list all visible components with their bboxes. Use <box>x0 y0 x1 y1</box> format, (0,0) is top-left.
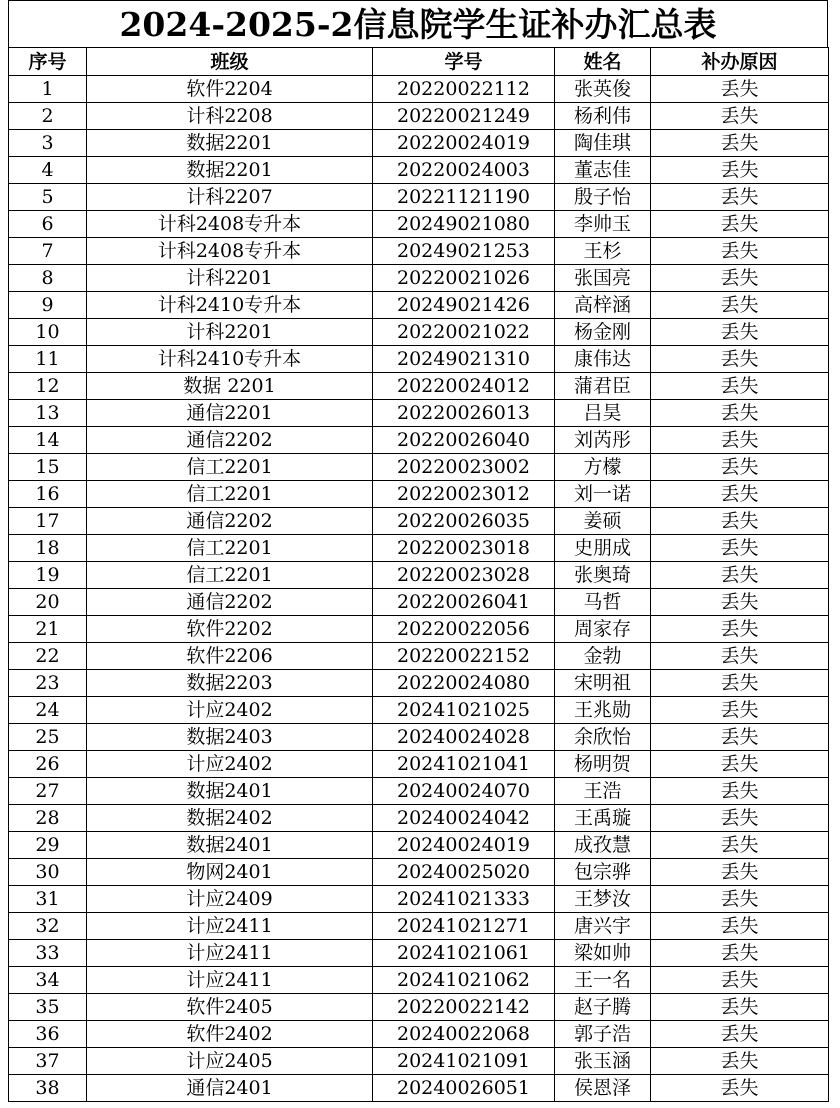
cell-name: 吕昊 <box>555 400 651 427</box>
table-row <box>9 373 829 400</box>
cell-name: 王梦汝 <box>555 886 651 913</box>
header-student-id: 学号 <box>373 48 555 76</box>
cell-class: 软件2202 <box>87 616 373 643</box>
cell-student-id: 20220023028 <box>373 562 555 589</box>
header-class: 班级 <box>87 48 373 76</box>
cell-student-id: 20241021271 <box>373 913 555 940</box>
cell-student-id: 20240024070 <box>373 778 555 805</box>
cell-name: 张玉涵 <box>555 1048 651 1075</box>
cell-student-id: 20220024080 <box>373 670 555 697</box>
cell-class: 计应2409 <box>87 886 373 913</box>
cell-reason: 丢失 <box>651 778 829 805</box>
cell-index: 7 <box>9 238 87 265</box>
cell-reason: 丢失 <box>651 562 829 589</box>
cell-student-id: 20240025020 <box>373 859 555 886</box>
cell-name: 杨明贺 <box>555 751 651 778</box>
cell-name: 宋明祖 <box>555 670 651 697</box>
cell-student-id: 20220026040 <box>373 427 555 454</box>
cell-class: 信工2201 <box>87 481 373 508</box>
table-row <box>9 211 829 238</box>
cell-reason: 丢失 <box>651 265 829 292</box>
cell-student-id: 20220026013 <box>373 400 555 427</box>
cell-index: 5 <box>9 184 87 211</box>
cell-name: 唐兴宇 <box>555 913 651 940</box>
cell-name: 张奥琦 <box>555 562 651 589</box>
cell-class: 软件2405 <box>87 994 373 1021</box>
cell-class: 数据2401 <box>87 778 373 805</box>
cell-reason: 丢失 <box>651 832 829 859</box>
cell-index: 21 <box>9 616 87 643</box>
table-row <box>9 859 829 886</box>
cell-student-id: 20240024042 <box>373 805 555 832</box>
cell-index: 3 <box>9 130 87 157</box>
table-row <box>9 535 829 562</box>
cell-name: 包宗骅 <box>555 859 651 886</box>
cell-reason: 丢失 <box>651 589 829 616</box>
cell-name: 郭子浩 <box>555 1021 651 1048</box>
cell-index: 27 <box>9 778 87 805</box>
cell-student-id: 20221121190 <box>373 184 555 211</box>
table-row <box>9 562 829 589</box>
cell-student-id: 20241021025 <box>373 697 555 724</box>
cell-index: 2 <box>9 103 87 130</box>
table-row <box>9 346 829 373</box>
cell-class: 信工2201 <box>87 535 373 562</box>
cell-index: 10 <box>9 319 87 346</box>
cell-index: 1 <box>9 76 87 103</box>
cell-student-id: 20220026035 <box>373 508 555 535</box>
cell-reason: 丢失 <box>651 967 829 994</box>
cell-student-id: 20220022152 <box>373 643 555 670</box>
cell-index: 17 <box>9 508 87 535</box>
cell-index: 25 <box>9 724 87 751</box>
cell-name: 王杉 <box>555 238 651 265</box>
cell-reason: 丢失 <box>651 184 829 211</box>
table-row <box>9 616 829 643</box>
cell-reason: 丢失 <box>651 940 829 967</box>
cell-reason: 丢失 <box>651 454 829 481</box>
table-row <box>9 967 829 994</box>
table-row <box>9 697 829 724</box>
cell-name: 李帅玉 <box>555 211 651 238</box>
table-row <box>9 1021 829 1048</box>
cell-index: 31 <box>9 886 87 913</box>
table-body <box>9 76 829 1102</box>
cell-index: 16 <box>9 481 87 508</box>
cell-name: 成孜慧 <box>555 832 651 859</box>
cell-reason: 丢失 <box>651 724 829 751</box>
cell-class: 物网2401 <box>87 859 373 886</box>
cell-name: 赵子腾 <box>555 994 651 1021</box>
cell-class: 数据2402 <box>87 805 373 832</box>
cell-index: 35 <box>9 994 87 1021</box>
cell-name: 姜硕 <box>555 508 651 535</box>
cell-class: 数据 2201 <box>87 373 373 400</box>
cell-reason: 丢失 <box>651 616 829 643</box>
cell-index: 34 <box>9 967 87 994</box>
cell-index: 20 <box>9 589 87 616</box>
table-row <box>9 508 829 535</box>
table-row <box>9 670 829 697</box>
cell-reason: 丢失 <box>651 292 829 319</box>
cell-name: 董志佳 <box>555 157 651 184</box>
cell-class: 软件2402 <box>87 1021 373 1048</box>
cell-reason: 丢失 <box>651 130 829 157</box>
cell-class: 通信2401 <box>87 1075 373 1102</box>
cell-reason: 丢失 <box>651 157 829 184</box>
cell-index: 9 <box>9 292 87 319</box>
cell-class: 计科2201 <box>87 319 373 346</box>
cell-student-id: 20241021091 <box>373 1048 555 1075</box>
cell-class: 信工2201 <box>87 562 373 589</box>
cell-reason: 丢失 <box>651 751 829 778</box>
cell-class: 计科2408专升本 <box>87 238 373 265</box>
cell-student-id: 20220026041 <box>373 589 555 616</box>
cell-student-id: 20249021310 <box>373 346 555 373</box>
cell-reason: 丢失 <box>651 76 829 103</box>
cell-student-id: 20220022056 <box>373 616 555 643</box>
cell-name: 杨金刚 <box>555 319 651 346</box>
cell-class: 计应2402 <box>87 751 373 778</box>
cell-index: 32 <box>9 913 87 940</box>
table-row <box>9 832 829 859</box>
cell-class: 通信2201 <box>87 400 373 427</box>
cell-name: 王禹璇 <box>555 805 651 832</box>
cell-name: 方檬 <box>555 454 651 481</box>
table-row <box>9 940 829 967</box>
cell-index: 6 <box>9 211 87 238</box>
cell-reason: 丢失 <box>651 481 829 508</box>
cell-reason: 丢失 <box>651 1048 829 1075</box>
cell-class: 数据2201 <box>87 130 373 157</box>
table-row <box>9 238 829 265</box>
cell-reason: 丢失 <box>651 994 829 1021</box>
cell-index: 23 <box>9 670 87 697</box>
cell-reason: 丢失 <box>651 535 829 562</box>
cell-name: 王兆勋 <box>555 697 651 724</box>
cell-student-id: 20240022068 <box>373 1021 555 1048</box>
cell-class: 计应2411 <box>87 940 373 967</box>
cell-index: 22 <box>9 643 87 670</box>
cell-student-id: 20220021022 <box>373 319 555 346</box>
table-row <box>9 724 829 751</box>
cell-name: 张国亮 <box>555 265 651 292</box>
table-row <box>9 913 829 940</box>
cell-class: 计科2208 <box>87 103 373 130</box>
table-row <box>9 292 829 319</box>
header-reason: 补办原因 <box>651 48 829 76</box>
cell-student-id: 20240026051 <box>373 1075 555 1102</box>
cell-student-id: 20249021080 <box>373 211 555 238</box>
table-row <box>9 994 829 1021</box>
cell-reason: 丢失 <box>651 103 829 130</box>
table-row <box>9 589 829 616</box>
cell-index: 29 <box>9 832 87 859</box>
cell-name: 刘芮彤 <box>555 427 651 454</box>
table-row <box>9 157 829 184</box>
student-card-table <box>8 47 829 1102</box>
cell-name: 张英俊 <box>555 76 651 103</box>
cell-student-id: 20220022112 <box>373 76 555 103</box>
header-name: 姓名 <box>555 48 651 76</box>
cell-index: 14 <box>9 427 87 454</box>
cell-class: 数据2203 <box>87 670 373 697</box>
cell-index: 13 <box>9 400 87 427</box>
cell-index: 19 <box>9 562 87 589</box>
cell-name: 杨利伟 <box>555 103 651 130</box>
cell-class: 数据2403 <box>87 724 373 751</box>
cell-student-id: 20241021041 <box>373 751 555 778</box>
cell-index: 11 <box>9 346 87 373</box>
cell-index: 36 <box>9 1021 87 1048</box>
table-row <box>9 319 829 346</box>
table-row <box>9 1075 829 1102</box>
cell-class: 计科2410专升本 <box>87 292 373 319</box>
cell-class: 通信2202 <box>87 508 373 535</box>
cell-name: 马哲 <box>555 589 651 616</box>
table-row <box>9 130 829 157</box>
cell-student-id: 20220024019 <box>373 130 555 157</box>
cell-index: 28 <box>9 805 87 832</box>
cell-reason: 丢失 <box>651 1021 829 1048</box>
cell-name: 高梓涵 <box>555 292 651 319</box>
cell-reason: 丢失 <box>651 1075 829 1102</box>
cell-student-id: 20220022142 <box>373 994 555 1021</box>
cell-name: 蒲君臣 <box>555 373 651 400</box>
table-row <box>9 643 829 670</box>
cell-reason: 丢失 <box>651 238 829 265</box>
table-row <box>9 805 829 832</box>
cell-name: 殷子怡 <box>555 184 651 211</box>
cell-index: 37 <box>9 1048 87 1075</box>
cell-name: 王一名 <box>555 967 651 994</box>
cell-name: 史朋成 <box>555 535 651 562</box>
cell-class: 信工2201 <box>87 454 373 481</box>
cell-reason: 丢失 <box>651 346 829 373</box>
cell-name: 刘一诺 <box>555 481 651 508</box>
table-row <box>9 886 829 913</box>
table-row <box>9 751 829 778</box>
table-row <box>9 76 829 103</box>
cell-index: 33 <box>9 940 87 967</box>
cell-student-id: 20220023018 <box>373 535 555 562</box>
table-row <box>9 1048 829 1075</box>
cell-index: 30 <box>9 859 87 886</box>
cell-name: 王浩 <box>555 778 651 805</box>
cell-reason: 丢失 <box>651 211 829 238</box>
cell-student-id: 20220023002 <box>373 454 555 481</box>
cell-index: 24 <box>9 697 87 724</box>
cell-name: 金勃 <box>555 643 651 670</box>
cell-name: 陶佳琪 <box>555 130 651 157</box>
cell-class: 计应2405 <box>87 1048 373 1075</box>
cell-reason: 丢失 <box>651 508 829 535</box>
cell-class: 软件2204 <box>87 76 373 103</box>
table-row <box>9 427 829 454</box>
table-row <box>9 481 829 508</box>
cell-reason: 丢失 <box>651 373 829 400</box>
cell-class: 计科2410专升本 <box>87 346 373 373</box>
cell-student-id: 20249021426 <box>373 292 555 319</box>
table-row <box>9 400 829 427</box>
header-row <box>9 48 829 76</box>
sheet-title: 2024-2025-2信息院学生证补办汇总表 <box>8 0 828 47</box>
cell-class: 计科2408专升本 <box>87 211 373 238</box>
cell-reason: 丢失 <box>651 643 829 670</box>
cell-student-id: 20241021061 <box>373 940 555 967</box>
cell-index: 38 <box>9 1075 87 1102</box>
cell-class: 计应2411 <box>87 967 373 994</box>
cell-class: 计应2402 <box>87 697 373 724</box>
cell-reason: 丢失 <box>651 427 829 454</box>
cell-reason: 丢失 <box>651 859 829 886</box>
cell-name: 侯恩泽 <box>555 1075 651 1102</box>
cell-student-id: 20220021026 <box>373 265 555 292</box>
table-row <box>9 454 829 481</box>
cell-index: 18 <box>9 535 87 562</box>
cell-class: 计应2411 <box>87 913 373 940</box>
cell-index: 12 <box>9 373 87 400</box>
cell-index: 26 <box>9 751 87 778</box>
cell-student-id: 20241021333 <box>373 886 555 913</box>
cell-student-id: 20220024012 <box>373 373 555 400</box>
cell-reason: 丢失 <box>651 886 829 913</box>
table-row <box>9 778 829 805</box>
cell-student-id: 20220024003 <box>373 157 555 184</box>
cell-index: 15 <box>9 454 87 481</box>
cell-class: 通信2202 <box>87 427 373 454</box>
cell-name: 梁如帅 <box>555 940 651 967</box>
cell-class: 计科2207 <box>87 184 373 211</box>
cell-class: 软件2206 <box>87 643 373 670</box>
cell-student-id: 20240024028 <box>373 724 555 751</box>
cell-reason: 丢失 <box>651 913 829 940</box>
cell-index: 8 <box>9 265 87 292</box>
cell-reason: 丢失 <box>651 697 829 724</box>
cell-name: 康伟达 <box>555 346 651 373</box>
table-row <box>9 265 829 292</box>
cell-reason: 丢失 <box>651 670 829 697</box>
cell-reason: 丢失 <box>651 400 829 427</box>
cell-student-id: 20249021253 <box>373 238 555 265</box>
cell-student-id: 20241021062 <box>373 967 555 994</box>
cell-student-id: 20240024019 <box>373 832 555 859</box>
cell-class: 计科2201 <box>87 265 373 292</box>
cell-class: 通信2202 <box>87 589 373 616</box>
cell-name: 余欣怡 <box>555 724 651 751</box>
cell-index: 4 <box>9 157 87 184</box>
cell-reason: 丢失 <box>651 805 829 832</box>
table-row <box>9 103 829 130</box>
cell-student-id: 20220021249 <box>373 103 555 130</box>
table-row <box>9 184 829 211</box>
cell-reason: 丢失 <box>651 319 829 346</box>
cell-class: 数据2401 <box>87 832 373 859</box>
cell-student-id: 20220023012 <box>373 481 555 508</box>
header-index: 序号 <box>9 48 87 76</box>
cell-class: 数据2201 <box>87 157 373 184</box>
cell-name: 周家存 <box>555 616 651 643</box>
spreadsheet <box>8 0 828 1102</box>
